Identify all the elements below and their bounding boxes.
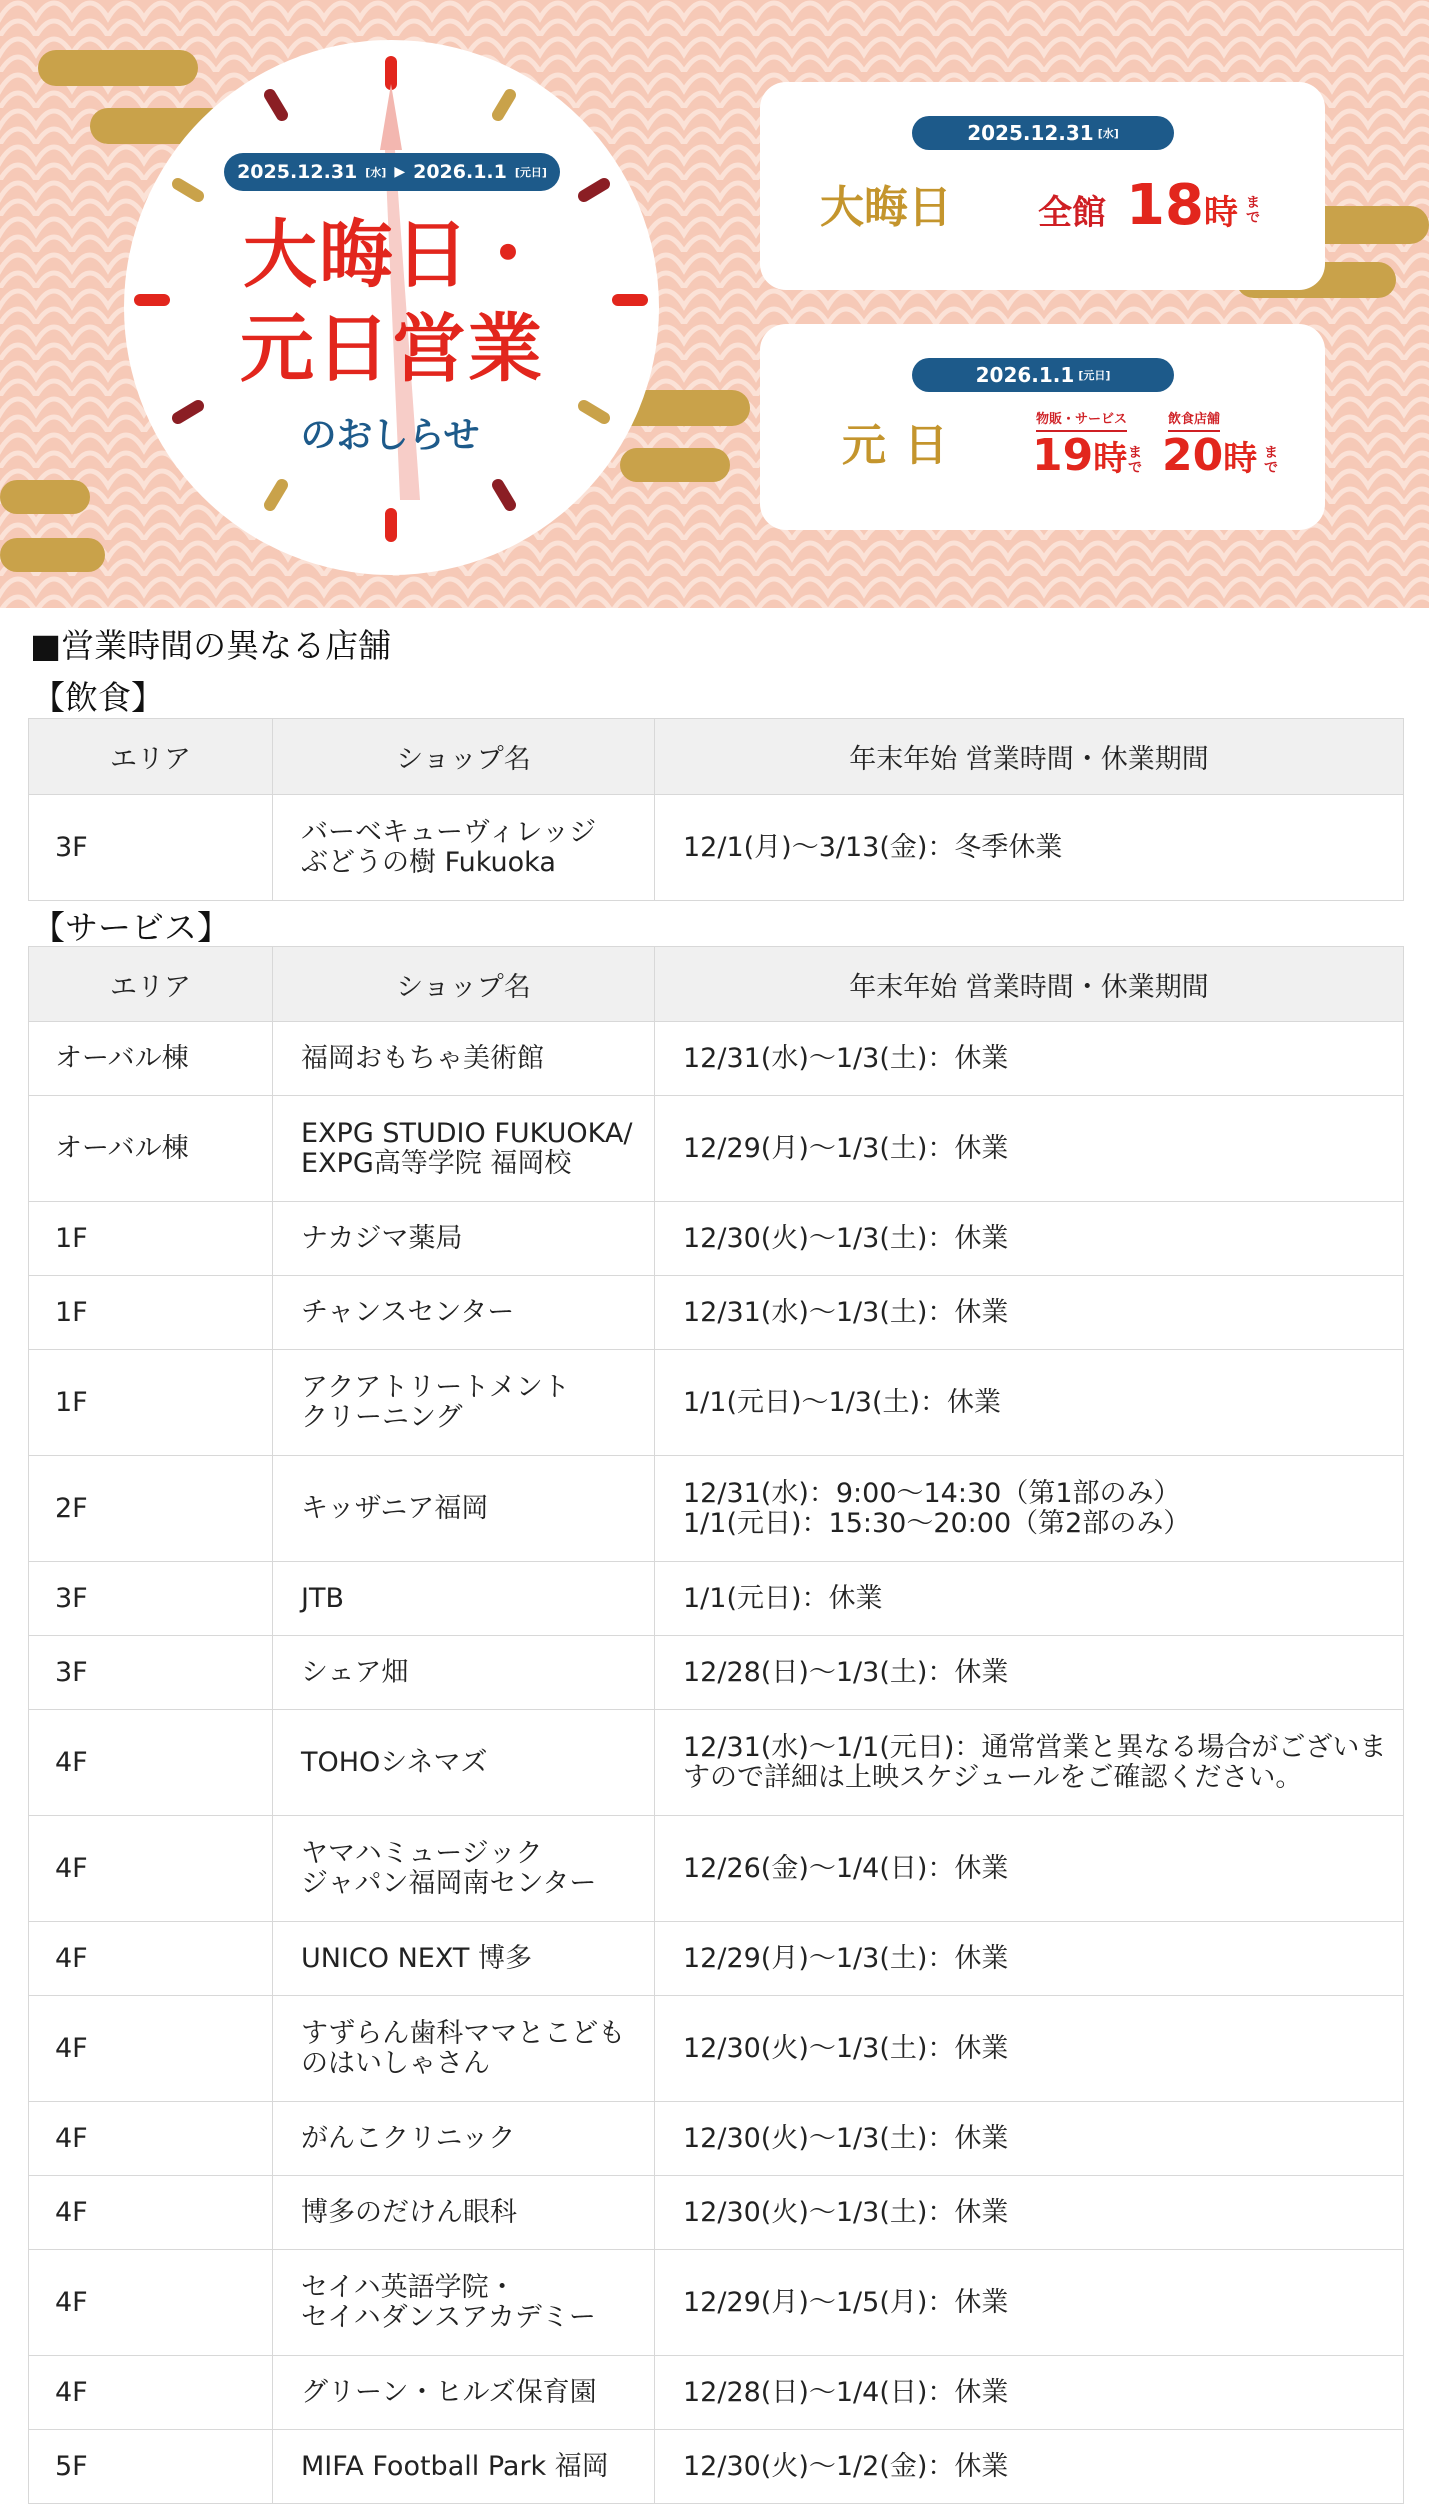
clock-date-start: 2025.12.31 xyxy=(237,161,358,183)
column-header-area: エリア xyxy=(29,719,273,795)
retail-hour-unit: 時 xyxy=(1093,439,1128,479)
clock-date-end: 2026.1.1 xyxy=(413,161,507,183)
area-cell: オーバル棟 xyxy=(29,1096,273,1202)
table-row xyxy=(29,2102,1404,2176)
shop-name-cell: シェア畑 xyxy=(273,1636,655,1710)
table-header-row xyxy=(29,719,1404,795)
column-header-hours: 年末年始 営業時間・休業期間 xyxy=(655,947,1404,1022)
shop-name-cell: バーベキューヴィレッジ ぶどうの樹 Fukuoka xyxy=(273,795,655,901)
table-row xyxy=(29,1276,1404,1350)
omisoka-closing-hour xyxy=(1126,173,1238,238)
hours-cell: 12/30(火)～1/3(土)：休業 xyxy=(655,1996,1404,2102)
shop-name-cell: JTB xyxy=(273,1562,655,1636)
table-row xyxy=(29,1816,1404,1922)
area-cell: 1F xyxy=(29,1350,273,1456)
area-cell: 4F xyxy=(29,1996,273,2102)
omisoka-until: まで xyxy=(1246,195,1260,227)
food-hour-value: 20 xyxy=(1162,430,1224,481)
hours-cell: 12/30(火)～1/3(土)：休業 xyxy=(655,2102,1404,2176)
column-header-area: エリア xyxy=(29,947,273,1022)
table-header-row xyxy=(29,947,1404,1022)
table-row xyxy=(29,2356,1404,2430)
hours-cell: 12/31(水)：9:00～14:30（第1部のみ） 1/1(元日)：15:30～20:00（第2部のみ） xyxy=(655,1456,1404,1562)
omisoka-hour-value: 18 xyxy=(1126,173,1204,238)
banner-title-line2: 元日営業 xyxy=(240,306,544,392)
arrow-right-icon: ▶ xyxy=(394,164,406,180)
shop-name-cell: ヤマハミュージック ジャパン福岡南センター xyxy=(273,1816,655,1922)
area-cell: オーバル棟 xyxy=(29,1022,273,1096)
section-title: ■営業時間の異なる店舗 xyxy=(30,626,392,665)
shop-name-cell: チャンスセンター xyxy=(273,1276,655,1350)
shop-name-cell: 博多のだけん眼科 xyxy=(273,2176,655,2250)
table-row xyxy=(29,1096,1404,1202)
hours-cell: 12/26(金)～1/4(日)：休業 xyxy=(655,1816,1404,1922)
table-row xyxy=(29,1022,1404,1096)
table-row xyxy=(29,1562,1404,1636)
table-row xyxy=(29,1996,1404,2102)
shop-name-cell: ナカジマ薬局 xyxy=(273,1202,655,1276)
ganjitsu-date: 2026.1.1 xyxy=(975,363,1075,387)
hours-cell: 12/31(水)～1/3(土)：休業 xyxy=(655,1022,1404,1096)
shop-name-cell: キッザニア福岡 xyxy=(273,1456,655,1562)
ganjitsu-hours-card xyxy=(760,324,1325,530)
omisoka-hour-unit: 時 xyxy=(1203,193,1238,233)
service-heading: 【サービス】 xyxy=(32,908,230,947)
table-row xyxy=(29,1922,1404,1996)
hours-cell: 12/29(月)～1/3(土)：休業 xyxy=(655,1096,1404,1202)
table-row xyxy=(29,1350,1404,1456)
area-cell: 4F xyxy=(29,1710,273,1816)
clock-date-start-day: [水] xyxy=(365,166,387,179)
clock-date-end-day: [元日] xyxy=(514,166,547,179)
ganjitsu-date-pill xyxy=(912,358,1174,392)
table-row xyxy=(29,1710,1404,1816)
table-row xyxy=(29,2176,1404,2250)
hours-cell: 12/30(火)～1/3(土)：休業 xyxy=(655,2176,1404,2250)
shop-name-cell: すずらん歯科ママとこども のはいしゃさん xyxy=(273,1996,655,2102)
hours-cell: 12/29(月)～1/3(土)：休業 xyxy=(655,1922,1404,1996)
food-heading: 【飲食】 xyxy=(32,678,164,717)
hours-cell: 12/30(火)～1/2(金)：休業 xyxy=(655,2430,1404,2504)
shop-name-cell: がんこクリニック xyxy=(273,2102,655,2176)
table-row xyxy=(29,2250,1404,2356)
food-closing-hour xyxy=(1162,430,1258,481)
table-row xyxy=(29,795,1404,901)
omisoka-scope: 全館 xyxy=(1038,193,1106,233)
retail-hour-value: 19 xyxy=(1032,430,1094,481)
food-until: まで xyxy=(1264,445,1278,477)
area-cell: 4F xyxy=(29,2176,273,2250)
banner-title-line1: 大晦日・ xyxy=(243,212,547,298)
area-cell: 4F xyxy=(29,2102,273,2176)
area-cell: 3F xyxy=(29,1562,273,1636)
shop-name-cell: 福岡おもちゃ美術館 xyxy=(273,1022,655,1096)
retail-closing-hour xyxy=(1032,430,1128,481)
hours-cell: 12/28(日)～1/4(日)：休業 xyxy=(655,2356,1404,2430)
area-cell: 1F xyxy=(29,1276,273,1350)
area-cell: 3F xyxy=(29,1636,273,1710)
omisoka-hours-card xyxy=(760,82,1325,290)
hours-cell: 12/28(日)～1/3(土)：休業 xyxy=(655,1636,1404,1710)
area-cell: 3F xyxy=(29,795,273,901)
omisoka-label: 大晦日 xyxy=(820,182,952,233)
area-cell: 2F xyxy=(29,1456,273,1562)
hours-cell: 12/29(月)～1/5(月)：休業 xyxy=(655,2250,1404,2356)
hours-cell: 12/31(水)～1/1(元日)：通常営業と異なる場合がございま すので詳細は上映スケジュールをご確認ください。 xyxy=(655,1710,1404,1816)
shop-name-cell: UNICO NEXT 博多 xyxy=(273,1922,655,1996)
hero-banner xyxy=(0,0,1429,608)
area-cell: 1F xyxy=(29,1202,273,1276)
shop-name-cell: TOHOシネマズ xyxy=(273,1710,655,1816)
omisoka-date: 2025.12.31 xyxy=(967,121,1094,145)
column-header-shop-name: ショップ名 xyxy=(273,947,655,1022)
table-row xyxy=(29,2430,1404,2504)
food-hour-unit: 時 xyxy=(1223,439,1258,479)
area-cell: 4F xyxy=(29,1922,273,1996)
area-cell: 5F xyxy=(29,2430,273,2504)
service-shops-table xyxy=(28,946,1404,2504)
hours-cell: 1/1(元日)：休業 xyxy=(655,1562,1404,1636)
area-cell: 4F xyxy=(29,1816,273,1922)
food-shops-label: 飲食店舗 xyxy=(1168,408,1220,432)
retail-service-label: 物販・サービス xyxy=(1036,408,1127,432)
ganjitsu-label: 元日 xyxy=(842,420,966,471)
column-header-hours: 年末年始 営業時間・休業期間 xyxy=(655,719,1404,795)
hours-cell: 12/31(水)～1/3(土)：休業 xyxy=(655,1276,1404,1350)
shop-name-cell: MIFA Football Park 福岡 xyxy=(273,2430,655,2504)
area-cell: 4F xyxy=(29,2356,273,2430)
table-row xyxy=(29,1456,1404,1562)
hours-cell: 1/1(元日)～1/3(土)：休業 xyxy=(655,1350,1404,1456)
shop-name-cell: セイハ英語学院・ セイハダンスアカデミー xyxy=(273,2250,655,2356)
column-header-shop-name: ショップ名 xyxy=(273,719,655,795)
omisoka-date-pill xyxy=(912,116,1174,150)
clock-date-range xyxy=(224,153,560,191)
hours-cell: 12/1(月)～3/13(金)：冬季休業 xyxy=(655,795,1404,901)
food-shops-table xyxy=(28,718,1404,901)
table-row xyxy=(29,1202,1404,1276)
shop-name-cell: EXPG STUDIO FUKUOKA/ EXPG高等学院 福岡校 xyxy=(273,1096,655,1202)
omisoka-day: [水] xyxy=(1097,127,1119,140)
hours-cell: 12/30(火)～1/3(土)：休業 xyxy=(655,1202,1404,1276)
banner-subtitle: のおしらせ xyxy=(300,415,480,456)
table-row xyxy=(29,1636,1404,1710)
shop-name-cell: グリーン・ヒルズ保育園 xyxy=(273,2356,655,2430)
shop-name-cell: アクアトリートメント クリーニング xyxy=(273,1350,655,1456)
ganjitsu-day: [元日] xyxy=(1078,369,1111,382)
retail-until: まで xyxy=(1128,445,1142,477)
area-cell: 4F xyxy=(29,2250,273,2356)
